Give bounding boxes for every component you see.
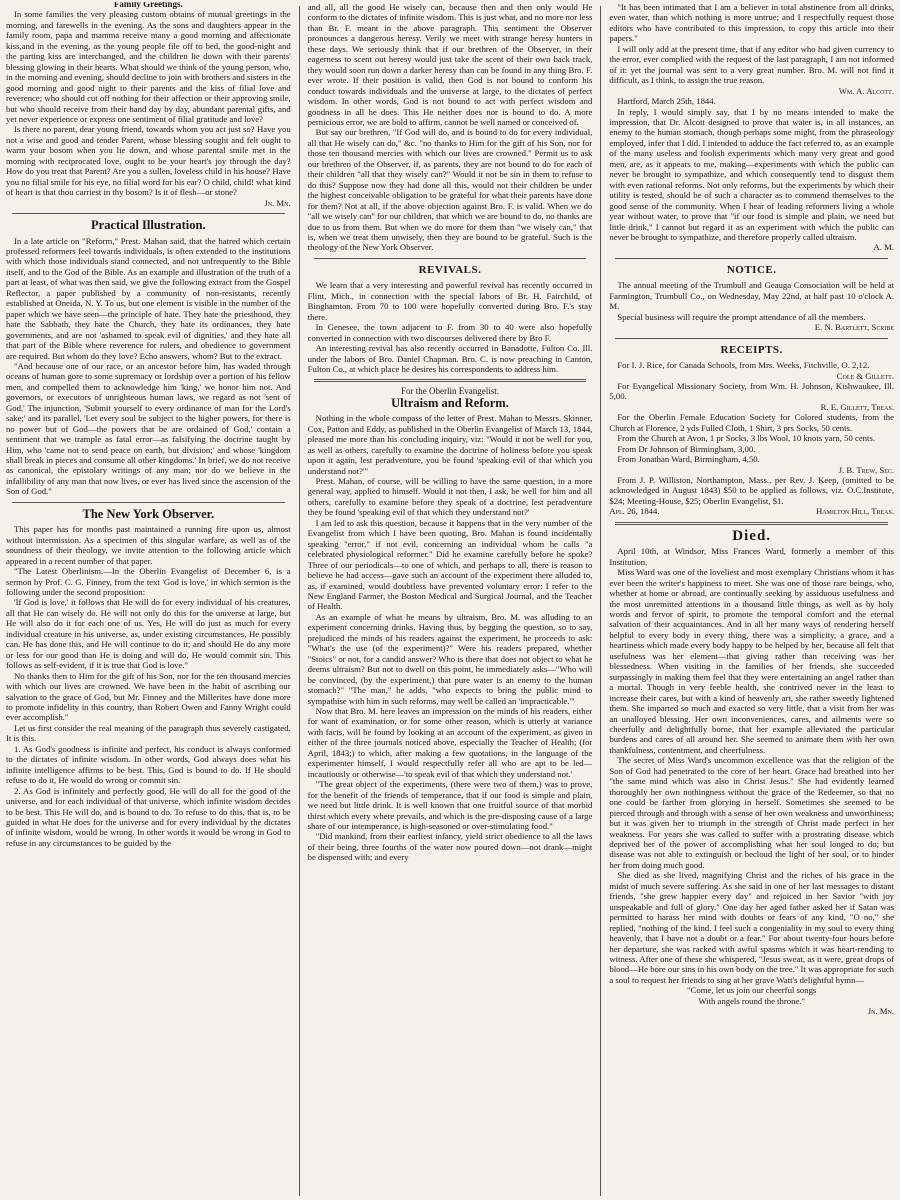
list-item: From Jonathan Ward, Birmingham, 4,50. [617,454,760,465]
paragraph: The annual meeting of the Trumbull and Geauga Consociation will be held at Farmington, Trumbull Co., on Wednesday, May 22nd, at half past 10 o'clock A. M. [609,280,895,312]
divider [615,522,888,525]
paragraph: I am led to ask this question, because it happens that in the very number of the Evangelist from which I have been quoting, Bro. Mahan is found incidentally speaking "error," if not evil, concerning an individual whom he calls "a celebrated physiological reformer." Did he examine carefully before he spoke? Three of our periodicals—to one of which, and perhaps to all, there is reason to believe he had access—gave such an account of the experiment there alluded to, as, if examined, would doubtless have prevented voluntary error: I refer to the New England Farmer, the Boston Medical and Surgical Journal, and the Teacher of Health. [307,517,593,612]
new-york-observer-heading: The New York Observer. [82,506,215,521]
signature: A. M. [873,242,895,253]
died-article [609,546,894,1016]
list-item: For I. J. Rice, for Canada Schools, from Mrs. Weeks, Fitchville, O. 2,12. [617,360,870,371]
notice-heading: NOTICE. [726,263,777,276]
column-rule [600,6,601,1196]
divider [314,258,587,259]
signature: Jn. Mn. [264,197,291,208]
practical-illustration-heading: Practical Illustration. [91,218,206,233]
paragraph: In reply, I would simply say, that I by no means intended to make the impression, that Dr. Alcott designed to prove that water is, in all instances, an enemy to the human stomach, though perhaps some might, from the phraseology employed, infer that I did. I intended to adduce the fact referred to, as an example of the many useless and foolish experiments which many very great and good men, are, as it appears to me, making—experiments with which the public can never be brought to sympathize, and which consequently tend to disgust them with even rational reforms. Not only reforms, but the experiments by which their utility is tested, should be of such a character as to commend themselves to the good sense of the community. When I hear of leading reformers living a whole year without water, to prove that "if our food is simple and plain, we need but little drink," I cannot but regard it as an experiment with which the public can never be brought to sympathize, and therefore properly called ultraism. [609,106,895,242]
paragraph: and all, all the good He wisely can, because then and then only would He conform to the dictates of infinite wisdom. This is just what, and no more nor less than Br. F. meant in the above paragraph. This sentiment the Observer pronounces a dangerous heresy. Verily we meet with strange heresy hunters in these days. We seriously think that if our brethren of the Observer, in their eagerness to scent out heresy would just take the scent of their own back track, they would soon run down a darker heresy than can be found in any thing Bro. F. ever wrote. If their position is valid, then God is not bound to conform his conduct towards individuals and the universe at large, to the dictates of perfect wisdom. In other words, God is not bound to act with perfect wisdom and goodness in all he does. This He neither does nor is bound to do. A more pernicious error, we are bold to affirm, cannot be well named or conceived of. [307,2,593,127]
list-item: From J. P. Williston, Northampton, Mass., per Rev. J. Keep, (omitted to be acknowledged in August 1843) $50 to be applied as follows, viz. O.C.Institute, $24; Meeting-House, $25; Oberlin Evangelist, $1. [609,475,895,506]
paragraph: 'If God is love,' it follows that He will do for every individual of his creatures, all that He can wisely do. He will not only do this for the universe at large, but He will also do it for each one of us. Yes, He will do just as much for every individual creature in his universe, as, under existing circumstances, He possibly can. He has done this, and He will continue to do it; and should He do any more or less for our good than He is doing and will do, He would commit sin. This follows as self-evident, if it is true that God is love." [6,597,291,671]
paragraph: 2. As God is infinitely and perfectly good, He will do all for the good of the universe, and for each individual of that universe, which infinite wisdom decides to be best. This He will do, and is bound to do. To refuse to do this, that is, to be guided in what He does for the universe and for every individual by the dictates of infinite wisdom, would be wrong. In other words it would be wrong in God to refuse in any circumstances to be guided by the [6,785,291,848]
list-item: For Evangelical Missionary Society, from Wm. H. Johnson, Kishwaukee, Ill. 5,00. [609,380,895,402]
paragraph: No thanks then to Him for the gift of his Son, nor for the ten thousand mercies with which our lives are crowned. We have been in the habit of ascribing our salvation to the grace of God, but Mr. Finney and the Millerites have done more to promote infidelity in this country, than Robert Owen and Fanny Wright could ever accomplish." [6,670,291,723]
date: Apl. 26, 1844. [609,506,660,517]
signature: J. B. Trew, Sec. [838,464,895,475]
column-2 [308,2,593,1198]
paragraph: As an example of what he means by ultraism, Bro. M. was alluding to an experiment concerning drinks. Having thus, by begging the question, so to say, prejudiced the minds of his readers against the experiment, he proceeds to ask: "What's the use (of the experiment)?" Were his readers prepared, whether "Stoics" or not, for a candid answer? Who is there that does not object to what he deems ultraism? But not to dwell on this point, he immediately asks—"Who will be convinced, (by the experiment,) that pure water is an enemy to the human stomach?" "The man," he adds, "who expects to bring the public mind to sympathise with him in such reforms, may well be called an 'impracticable.'" [307,611,593,706]
paragraph: This paper has for months past maintained a running fire upon us, almost without intermission. As a specimen of this singular warfare, as well as of the soundness of their theology, we invite attention to the following article which appeared in a recent number of that paper. [6,524,291,566]
paragraph: Miss Ward was one of the loveliest and most exemplary Christians whom it has ever been the writer's happiness to meet. She was one of those rare beings, who, whether at home or abroad, are continually seeking by assiduous usefulness and the most unremitted attentions in a thousand little things, as well as by holy words and fervor of spirit, to promote the temporal comfort and the eternal salvation of their acquaintances. And in all her many ways of rendering herself helpful to every body in every thing, there was a simplicity, a grace, and a heartiness which made every body happy to be helped by her, because all felt that usefulness was her element—that giving rather than receiving was her blessedness. When visiting in the families of her friends, she succeeded surpassingly in making them feel that they were entertaining an angel rather than a mortal. Though in very feeble health, she contrived never in the least to increase their cares, but with a kind of heavenly art, she rather sweetly lightened them. She imparted so much and exacted so very little, that a visit from her was an unalloyed blessing. Her own inconveniences, cares, and ailments were so cheerfully and delightfully borne, that her example alleviated the particular burdens and cares of all around her. She seemed to animate them with her own thankfulness, contentment, and cheerfulness. [609,567,895,755]
paragraph: "It has been intimated that I am a believer in total abstinence from all drinks, even water, than which nothing is more untrue; and I respectfully request those editors who have contributed to this impression, to copy this article into their papers." [609,2,895,44]
paragraph: She died as she lived, magnifying Christ and the riches of his grace in the midst of much severe suffering. As she said in one of her last messages to distant friends, "she grew happier every day" and rejoiced in her Savior "with joy unspeakable and full of glory." One day her aged father asked her if Satan was permitted to harass her mind with doubts or fears of any kind, "O no," she replied, "nothing of the kind. I feel such a congeniality in my soul to every thing heavenly, that I have not a doubt or a fear." For about twenty-four hours before her departure, she was racked with awful spasms which it was heart-rending to witness. After one of these she whispered, "Jesus sweat, as it were, great drops of blood—He bore our sins in his own body on the tree." It was appropriate for such a soul to request her friends to sing at her grave Watt's delightful hymn— [609,870,895,985]
column-1 [6,2,291,1198]
ultraism-continued [609,2,894,253]
paragraph: We learn that a very interesting and powerful revival has recently occurred in Flint, Mich., in connection with the special labors of Br. H. Fairchild, of Binghamton. From 70 to 100 were hopefully converted during Bro. F.'s stay there. [307,280,593,322]
new-york-observer-continued [308,2,593,253]
receipts-heading: RECEIPTS. [720,343,783,356]
list-item: For the Oberlin Female Education Society for Colored students, from the Church at Florence, 2 yds Fulled Cloth, 1 Shirt, 3 prs Socks, 50 cents. [609,412,895,433]
paragraph: But say our brethren, "If God will do, and is bound to do for every individual, all that He wisely can do," &c. "no thanks to Him for the gift of his Son, nor for those ten thousand mercies with which our lives are crowned." Permit us to ask our brethren of the Observer, if, as parents, they are not bound to do for each of their children "all that they wisely can?" Would it not be sin in them to refuse to do this? Suppose now they had done all this, would not their children be under the highest conceivable obligation to be grateful for what their parents have done for them? Not at all, if the above objection against Bro. F. is valid. When we do "all we wisely can" for our children, that which we are bound to do, no thanks are due to us from them. But when we do more for them than "we wisely can," that is, when we treat them unwisely, then they are bound to be grateful. Such is the theology of the New York Observer. [307,127,593,253]
paragraph: In Genesee, the town adjacent to F. from 30 to 40 were also hopefully converted in connection with two discourses delivered there by Bro F. [307,322,593,343]
paragraph: "The Latest Oberlinism.—In the Oberlin Evangelist of December 6, is a sermon by Prof. C. G. Finney, from the text 'God is love,' in which sermon is the following under the second proposition: [6,566,291,598]
practical-illustration-article [6,236,291,497]
paragraph: In some families the very pleasing custom obtains of mutual greetings in the morning, and farewells in the evening. As the sons and daughters appear in the family room, papa and mamma receive many a good morning and affectionate kiss,and in the evening, as the young people file off to bed, the good-night and the parting kiss are interchanged, and the children lie down with their parents' blessing glowing in their hearts. What should we think of the young person, who, in the morning and evening, should decline to join with brothers and sisters in the good morning and good night to their parents and the kiss of filial love and reverence; who should cut off nothing for their affection or their approving smile, but who should receive from their hand day by day, abundant parental gifts, and yet never experience or express one sentiment of filial gratitude and love? [6,9,291,124]
divider [12,502,285,503]
divider [615,338,888,339]
receipts-list [609,360,894,517]
new-york-observer-article [6,524,291,848]
paragraph: I will only add at the present time, that if any editor who had given currency to the error, ever complied with the request of the last paragraph, I am not informed of it: yet the journal was sent to a very great number. Bro. M. will not find it difficult, as I think, to assign the true reason. [609,43,895,86]
paragraph: Let us first consider the real meaning of the paragraph thus severely castigated. It is this. [6,722,291,744]
divider [615,258,888,259]
paragraph: Prest. Mahan, of course, will be willing to have the same question, in a more general way, applied to himself. Would it not then, I ask, be well for him and all others, carefully to examine before they speak of a doctrine, lest peradventure they be found 'speaking evil of that which they understand not?' [307,476,593,518]
paragraph: Special business will require the prompt attendance of all the members. [617,311,866,322]
paragraph: In a late article on "Reform," Prest. Mahan said, that the hatred which certain professed reformers feel towards individuals, is often extended to the institutions with which those individuals stand connected, and not unfrequently to the Bible itself, and to the God of the Bible. As an example and illustration of the truth of a part at least, of what was then said, we give the following extract from the Gospel Reflector, a paper published by a community of non-resistants, recently established at Oneida, N. Y. To us, but one element is visible in the number of the paper which we have seen—the principle of hate. They hate the priesthood, they hate the Sabbath, they hate the Church, they hate its ordinances, they hate governments, and are not 'ashamed to speak evil of dignities,' and they hate all that part of the Bible where reverence for rulers, and obedience to government are required. But whom do they love? Echo answers, whom? But to the extract. [6,235,291,361]
paragraph: "Did mankind, from their earliest infancy, yield strict obedience to all the laws of their being, three fourths of the water now poured down—not drank—might be dispensed with; and every [307,831,593,863]
paragraph: Is there no parent, dear young friend, towards whom you act just so? Have you not a wise and good and tender Parent, whose blessing sought and felt ought to warm your bosom when you lie down, and whose parental smile met in the morning with reciprocated love, ought to be your heart's joy through the day? How do you treat that Parent? Are you a sullen, loveless child in his house? Have you no filial smile for his eye, no filial word for his ear? O child, child! what kind of heart is that thou carriest in thy bosom? Is it of flesh—or stone? [6,124,291,198]
died-heading: Died. [732,527,772,544]
list-item: From Dr Johnson of Birmingham, 3,00. [617,443,756,454]
signature: Wm. A. Alcott. [838,85,895,96]
paragraph: Now that Bro. M. here leaves an impression on the minds of his readers, either for want of examination, or for some other reason, which is utterly at variance with facts, will be found by looking at an account of the experiment, as given in either of the three journals noticed above, especially the Teacher of Health; (for April, 1843;) to which, after making a few quotations, in the language of the experimenter himself, I would respectfully refer all who are apt to be led—incautiously or otherwise—'to speak evil of that which they understand not.' [307,706,593,779]
paragraph: "And because one of our race, or an ancestor before him, has waded through oceans of human gore to some supremacy or lordship over a portion of his fellow men, and compelled them to acknowledge him 'king,' we honor him not. And governors, or executors of unrighteous human laws, we regard as not 'sent of God.' The injunction, 'Submit yourself to every ordinance of man for the Lord's sake;' and its parallel, 'Let every soul be subject to the higher powers, for there is no power but of God—the powers that be are ordained of God,' contain a sentiment that we trample as fatal error—as falsifying the doctrine taught by Him, who 'came not to send peace on earth, but division;' and whose 'kingdom shall break in pieces and consume all other kingdoms.' In brief, we do not receive as canonical, the epistolary writings of any man; nor do we believe in the infallibility of any man that now lives, or ever has lived since the ascension of the Son of God." [6,360,291,497]
signature: Jn. Mn. [867,1006,895,1017]
dateline: Hartford, March 25th, 1844. [617,96,716,107]
column-rule [299,6,300,1196]
paragraph: Nothing in the whole compass of the letter of Prest. Mahan to Messrs. Skinner, Cox, Patton and Eddy, as published in the Oberlin Evangelist of March 13, 1844, pleased me more than his concluding inquiry, viz: "Would it not be well for you, as well as others, carefully to examine the doctrine of holiness before you speak upon it again, lest peradventure, you be found 'speaking evil of that which you understand not?'" [307,413,593,476]
paragraph: April 10th, at Windsor, Miss Frances Ward, formerly a member of this Institution. [609,546,895,567]
signature: Hamilton Hill, Treas. [815,506,895,517]
paragraph: 1. As God's goodness is infinite and perfect, his conduct is always conformed to the dictates of infinite wisdom. In other words, God always does what his infinite intelligence affirms to be best. This, God is bound to do. If He should refuse to do it, He would do wrong or commit sin. [6,743,291,786]
column-3 [609,2,894,1198]
revivals-article [308,280,593,374]
signature: E. N. Bartlett, Scribe [814,322,895,333]
receipts-footer [609,506,894,516]
paragraph: The secret of Miss Ward's uncommon excellence was that the religion of the Son of God had penetrated to the core of her heart. Grace had breathed into her "the same mind which was also in Christ Jesus." She had evidently learned thoroughly her own nothingness without the grace of the Redeemer, so that no one could be farther from glorying in herself. Sometimes she seemed to be pierced through and through with a sense of her own weakness and unworthiness; but it was given her to triumph in the strength of Christ made perfect in her weakness. For years she was called to suffer with a prostrating disease which deprived her of the power of accomplishing what her soul longed to do; but disease was not able to extinguish or becloud the light of her soul, or to hinder her from doing much good. [609,755,895,870]
paragraph: "The great object of the experiments, (there were two of them,) was to prove, for the benefit of the friends of temperance, that if our food is simple and plain, we need but little drink. It is well known that one fruitful source of that morbid thirst which every where prevails, and which is the pre-disposing cause of a large share of our intemperance, is high-seasoned or over-stimulating food." [307,779,593,831]
hymn-quote: "Come, let us join our cheerful songs With angels round the throne." [687,985,817,1006]
signature: R. E. Gillett, Treas. [820,401,895,412]
divider [314,379,587,382]
notice-article [609,280,894,332]
paragraph: An interesting revival has also recently occurred in Banadotte, Fulton Co. Ill. under the labors of Bro. Daniel Chapman. Bro. C. is now preaching in Canton, Fulton Co., at which place he desires his correspondents to address him. [307,343,593,374]
ultraism-article [308,413,593,862]
signature: Cole & Gillett. [836,370,895,381]
divider [12,213,285,214]
family-greetings-header: Family Greetings. [113,2,183,9]
list-item: From the Church at Avon, 1 pr Socks, 3 lbs Wool, 10 knots yarn, 50 cents. [617,433,875,444]
ultraism-subheading: For the Oberlin Evangelist. [401,386,499,397]
family-greetings-article [6,9,291,208]
ultraism-heading: Ultraism and Reform. [391,395,509,410]
revivals-heading: REVIVALS. [418,263,482,276]
